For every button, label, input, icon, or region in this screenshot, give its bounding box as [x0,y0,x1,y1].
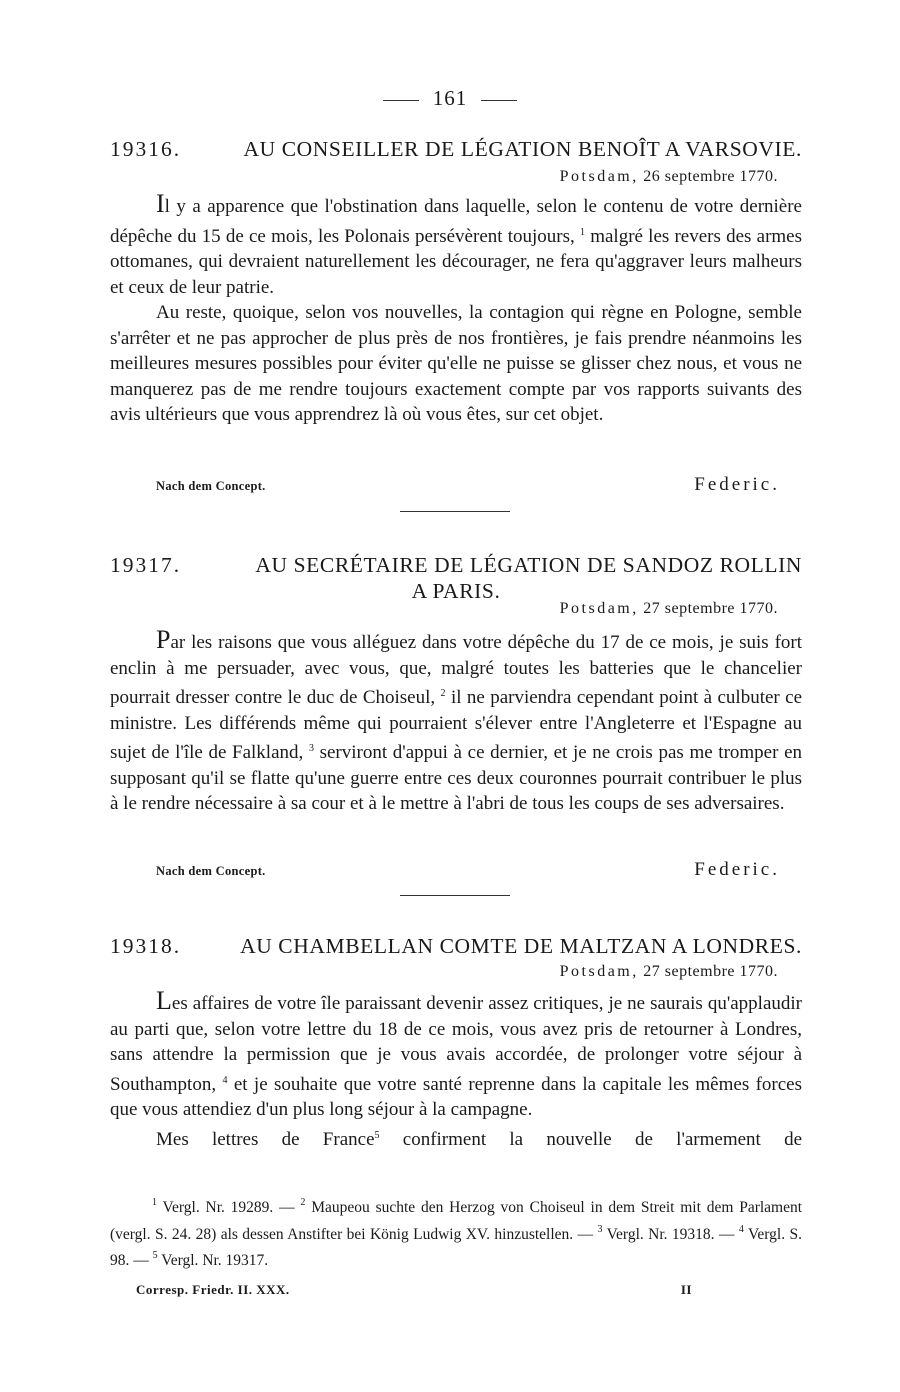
series-title: Corresp. Friedr. II. XXX. [136,1282,290,1297]
page-footer [136,1282,692,1298]
footnote-4: Vergl. S. 98. — [110,1225,802,1269]
footnotes: $^1$ Vergl. Nr. 19289. — $^2$ Maupeou suchte den Herzog von Choiseul in dem Streit mit dem Parlament (vergl. S. 24. 28) als dessen Anstifter bei König Ludwig XV. hinzustellen. — $^3$ Vergl. Nr. 19318. — $^4$ Vergl. S. 98. — $^5$ Vergl. Nr. 19317. [110,1197,803,1269]
letter-body [110,627,802,817]
letter-body [110,988,802,1152]
body-paragraph: Mes lettres de France$^5$ confirment la nouvelle de l'armement de [156,1128,803,1150]
letter-body [110,191,802,428]
signature: Federic. [694,474,780,495]
letter-heading-19318 [110,933,802,959]
head-rule-right [481,100,517,101]
footnote-ref: 4 [222,1074,228,1086]
footnote-1: Vergl. Nr. 19289. — [162,1199,295,1216]
section-divider [400,511,510,512]
letter-closing [156,474,780,496]
footnote-5: Vergl. Nr. 19317. [161,1252,269,1269]
dateline-place: Potsdam, [559,963,639,980]
letter-dateline [560,963,778,981]
letter-title-continued: A PARIS. [411,579,501,603]
section-divider [400,895,510,896]
footnote-3: Vergl. Nr. 19318. — [606,1225,735,1243]
letter-heading-19317 [110,552,802,604]
source-note: Nach dem Concept. [156,479,266,493]
signature: Federic. [694,859,780,880]
letter-number: 19317. [110,553,182,577]
signature-mark: II [680,1282,692,1297]
letter-title: AU CONSEILLER DE LÉGATION BENOÎT A VARSOVIE. [243,137,802,161]
body-paragraph: Au reste, quoique, selon vos nouvelles, la contagion qui règne en Pologne, semble s'arrêter et ne pas approcher de plus près de nos frontières, je fais prendre néanmoins les meilleures mesures possibles pour éviter qu'elle ne puisse se glisser chez nous, et vous ne manquerez pas de me rendre toujours exactement compte par vos rapports suivants des avis ultérieurs que vous apprendrez là où vous êtes, sur cet objet. [110,302,802,425]
letter-title: AU SECRÉTAIRE DE LÉGATION DE SANDOZ ROLLIN [255,553,802,577]
letter-number: 19316. [110,137,182,161]
letter-number: 19318. [110,934,182,958]
body-paragraph: Il y a apparence que l'obstination dans laquelle, selon le contenu de votre dernière dépêche du 15 de ce mois, les Polonais persévèrent toujours, $^1$ malgré les revers des armes ottomanes, qui devraient naturellement les décourager, ne fera qu'aggraver leurs malheurs et ceux de leur patrie. [110,189,803,298]
letter-title: AU CHAMBELLAN COMTE DE MALTZAN A LONDRES. [240,934,802,958]
footnote-ref: 2 [440,688,446,699]
footnote-ref: 3 [308,743,314,754]
footnote-2: Maupeou suchte den Herzog von Choiseul in dem Streit mit dem Parlament (vergl. S. 24. 28) als dessen Anstifter bei König Ludwig XV. hinzustellen. — [110,1199,803,1243]
letter-closing [156,859,780,881]
dateline-place: Potsdam, [559,600,639,617]
dateline-date: 27 septembre 1770. [643,963,778,980]
footnote-ref: 1 [579,226,585,238]
letter-heading-19316 [110,136,802,162]
page-number: 161 [432,86,468,110]
dateline-date: 27 septembre 1770. [643,600,778,617]
head-rule-left [383,100,419,101]
running-head [0,86,900,111]
dateline-date: 26 septembre 1770. [643,168,778,185]
letter-dateline [560,168,778,186]
body-paragraph: Les affaires de votre île paraissant devenir assez critiques, je ne saurais qu'applaudir au parti que, selon votre lettre du 18 de ce mois, vous avez pris de retourner à Londres, sans attendre la permission que je vous avais accordée, de prolonger votre séjour à Southampton, $^4$ et je souhaite que votre santé reprenne dans la capitale les mêmes forces que vous attendiez d'un plus long séjour à la campagne. [110,986,802,1120]
letter-dateline [560,600,778,618]
footnote-ref: 5 [374,1129,380,1141]
source-note: Nach dem Concept. [156,864,266,878]
dateline-place: Potsdam, [559,168,639,185]
body-paragraph: Par les raisons que vous alléguez dans votre dépêche du 17 de ce mois, je suis fort enclin à me persuader, avec vous, que, malgré toutes les batteries que le chancelier pourrait dresser contre le duc de Choiseul, $^2$ il ne parviendra cependant point à culbuter ce ministre. Les différends même qui pourraient s'élever entre l'Angleterre et l'Espagne au sujet de l'île de Falkland, $^3$ serviront d'appui à ce dernier, et je ne crois pas me tromper en supposant qu'il se flatte qu'une guerre entre ces deux couronnes pourrait contribuer le plus à le rendre nécessaire à sa cour et à le mettre à l'abri de tous les coups de ses adversaires. [110,625,803,814]
